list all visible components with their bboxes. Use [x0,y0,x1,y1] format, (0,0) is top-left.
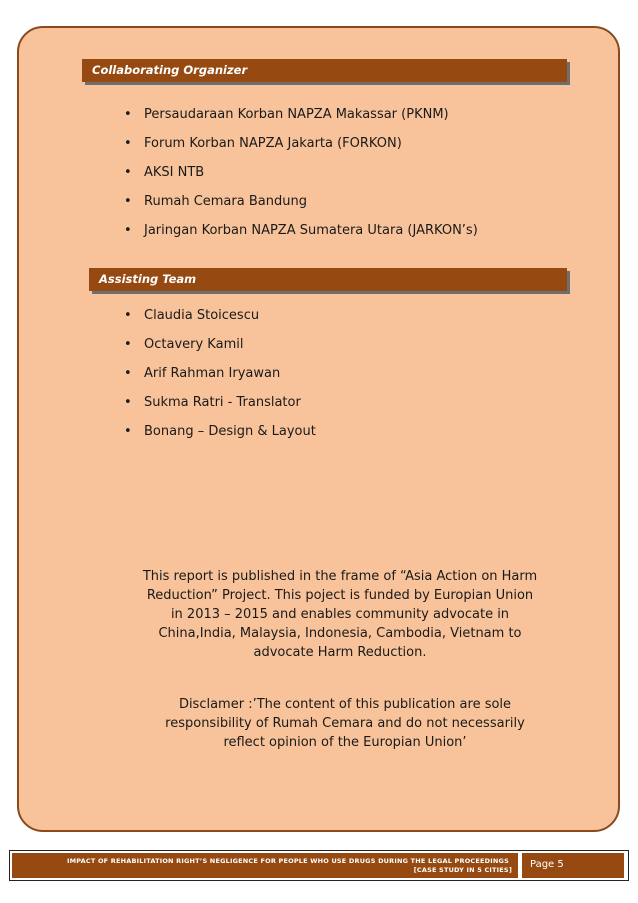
list-item [124,308,316,337]
list-item-label: AKSI NTB [144,165,205,180]
report-line: advocate Harm Reduction. [253,645,427,660]
report-line: China,India, Malaysia, Indonesia, Cambodia, Vietnam to [158,626,522,641]
disclaimer-line: responsibility of Rumah Cemara and do not necessarily [165,716,525,731]
list-item-label: Forum Korban NAPZA Jakarta (FORKON) [144,136,402,151]
list-item-label: Octavery Kamil [144,337,244,352]
footer-title [12,853,518,878]
bullet-icon: • [124,194,132,209]
list-item [124,337,316,366]
report-line: Reduction” Project. This poject is funded by Europian Union [146,588,534,603]
page-number: Page 5 [522,853,624,878]
list-item [124,395,316,424]
bullet-icon: • [124,107,132,122]
list-item [124,366,316,395]
list-item [124,194,478,223]
bullet-icon: • [124,395,132,410]
bullet-icon: • [124,223,132,238]
list-item-label: Rumah Cemara Bandung [144,194,307,209]
bullet-icon: • [124,337,132,352]
list-item [124,165,478,194]
page-footer [9,850,629,881]
assisting-team-header: Assisting Team [89,268,567,291]
footer-subtitle-line: [CASE STUDY IN 5 CITIES] [413,866,512,874]
list-item [124,107,478,136]
bullet-icon: • [124,136,132,151]
disclaimer [140,695,550,752]
footer-title-line: IMPACT OF REHABILITATION RIGHT’S NEGLIGENCE FOR PEOPLE WHO USE DRUGS DURING THE LEGAL PROCEEDINGS [67,857,509,865]
list-item-label: Sukma Ratri - Translator [144,395,301,410]
bullet-icon: • [124,424,132,439]
list-item [124,424,316,453]
collaborating-organizer-list [124,107,478,252]
list-item-label: Claudia Stoicescu [144,308,260,323]
bullet-icon: • [124,165,132,180]
list-item-label: Jaringan Korban NAPZA Sumatera Utara (JARKON’s) [144,223,478,238]
assisting-team-list [124,308,316,453]
list-item [124,223,478,252]
collaborating-organizer-header: Collaborating Organizer [82,59,567,82]
report-line: in 2013 – 2015 and enables community advocate in [170,607,510,622]
report-statement [130,567,550,662]
report-line: This report is published in the frame of “Asia Action on Harm [142,569,538,584]
list-item-label: Persaudaraan Korban NAPZA Makassar (PKNM) [144,107,449,122]
list-item-label: Arif Rahman Iryawan [144,366,281,381]
bullet-icon: • [124,366,132,381]
list-item [124,136,478,165]
disclaimer-line: Disclamer :’The content of this publication are sole [178,697,512,712]
bullet-icon: • [124,308,132,323]
list-item-label: Bonang – Design & Layout [144,424,316,439]
disclaimer-line: reflect opinion of the Europian Union’ [223,735,467,750]
